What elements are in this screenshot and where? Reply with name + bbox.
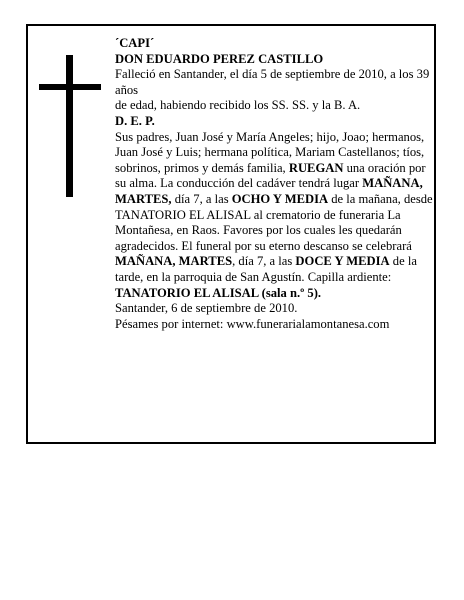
condolences-line: Pésames por internet: www.funerarialamontanesa.com [115,316,390,331]
alias: ´CAPI´ [115,36,155,50]
chapel: TANATORIO EL ALISAL (sala n.º 5). [115,285,322,300]
doce-y-media: DOCE Y MEDIA [295,254,390,269]
dia-7-a-las-2: , día 7, a las [232,254,296,269]
cross-icon [66,55,73,197]
ruegan: RUEGAN [288,160,344,175]
obituary-text [115,36,433,332]
rip-line: D. E. P. [115,113,155,128]
manana-martes-1: MAÑANA, MARTES, [115,176,423,206]
prayer-text: una oración por su alma. La conducción del cadáver tendrá lugar [115,160,426,191]
de-la-manana: de la mañana, desde TANATORIO EL ALISAL al crematorio de funeraria La Montañesa, en Raos. Favores por los cuales les quedarán agradecidos. El funeral por su eterno descanso se celebrará [115,191,433,253]
death-line: Falleció en Santander, el día 5 de septiembre de 2010, a los 39 años [115,67,430,97]
cross-icon-bar [39,84,101,90]
manana-martes-2: MAÑANA, MARTES [115,254,233,269]
date-line: Santander, 6 de septiembre de 2010. [115,301,298,316]
deceased-name: DON EDUARDO PEREZ CASTILLO [115,51,324,66]
sacraments-line: de edad, habiendo recibido los SS. SS. y la B. A. [115,98,361,113]
family-paragraph [115,130,433,302]
dia-7-a-las: día 7, a las [171,191,232,206]
obituary-notice [26,24,436,444]
parroquia-text: de la tarde, en la parroquia de San Agustín. Capilla ardiente: [115,254,417,284]
ocho-y-media: OCHO Y MEDIA [231,191,329,206]
family-text: Sus padres, Juan José y María Angeles; hijo, Joao; hermanos, Juan José y Luis; hermana política, Mariam Castellanos; tíos, sobrinos, primos y demás familia, [115,129,425,175]
